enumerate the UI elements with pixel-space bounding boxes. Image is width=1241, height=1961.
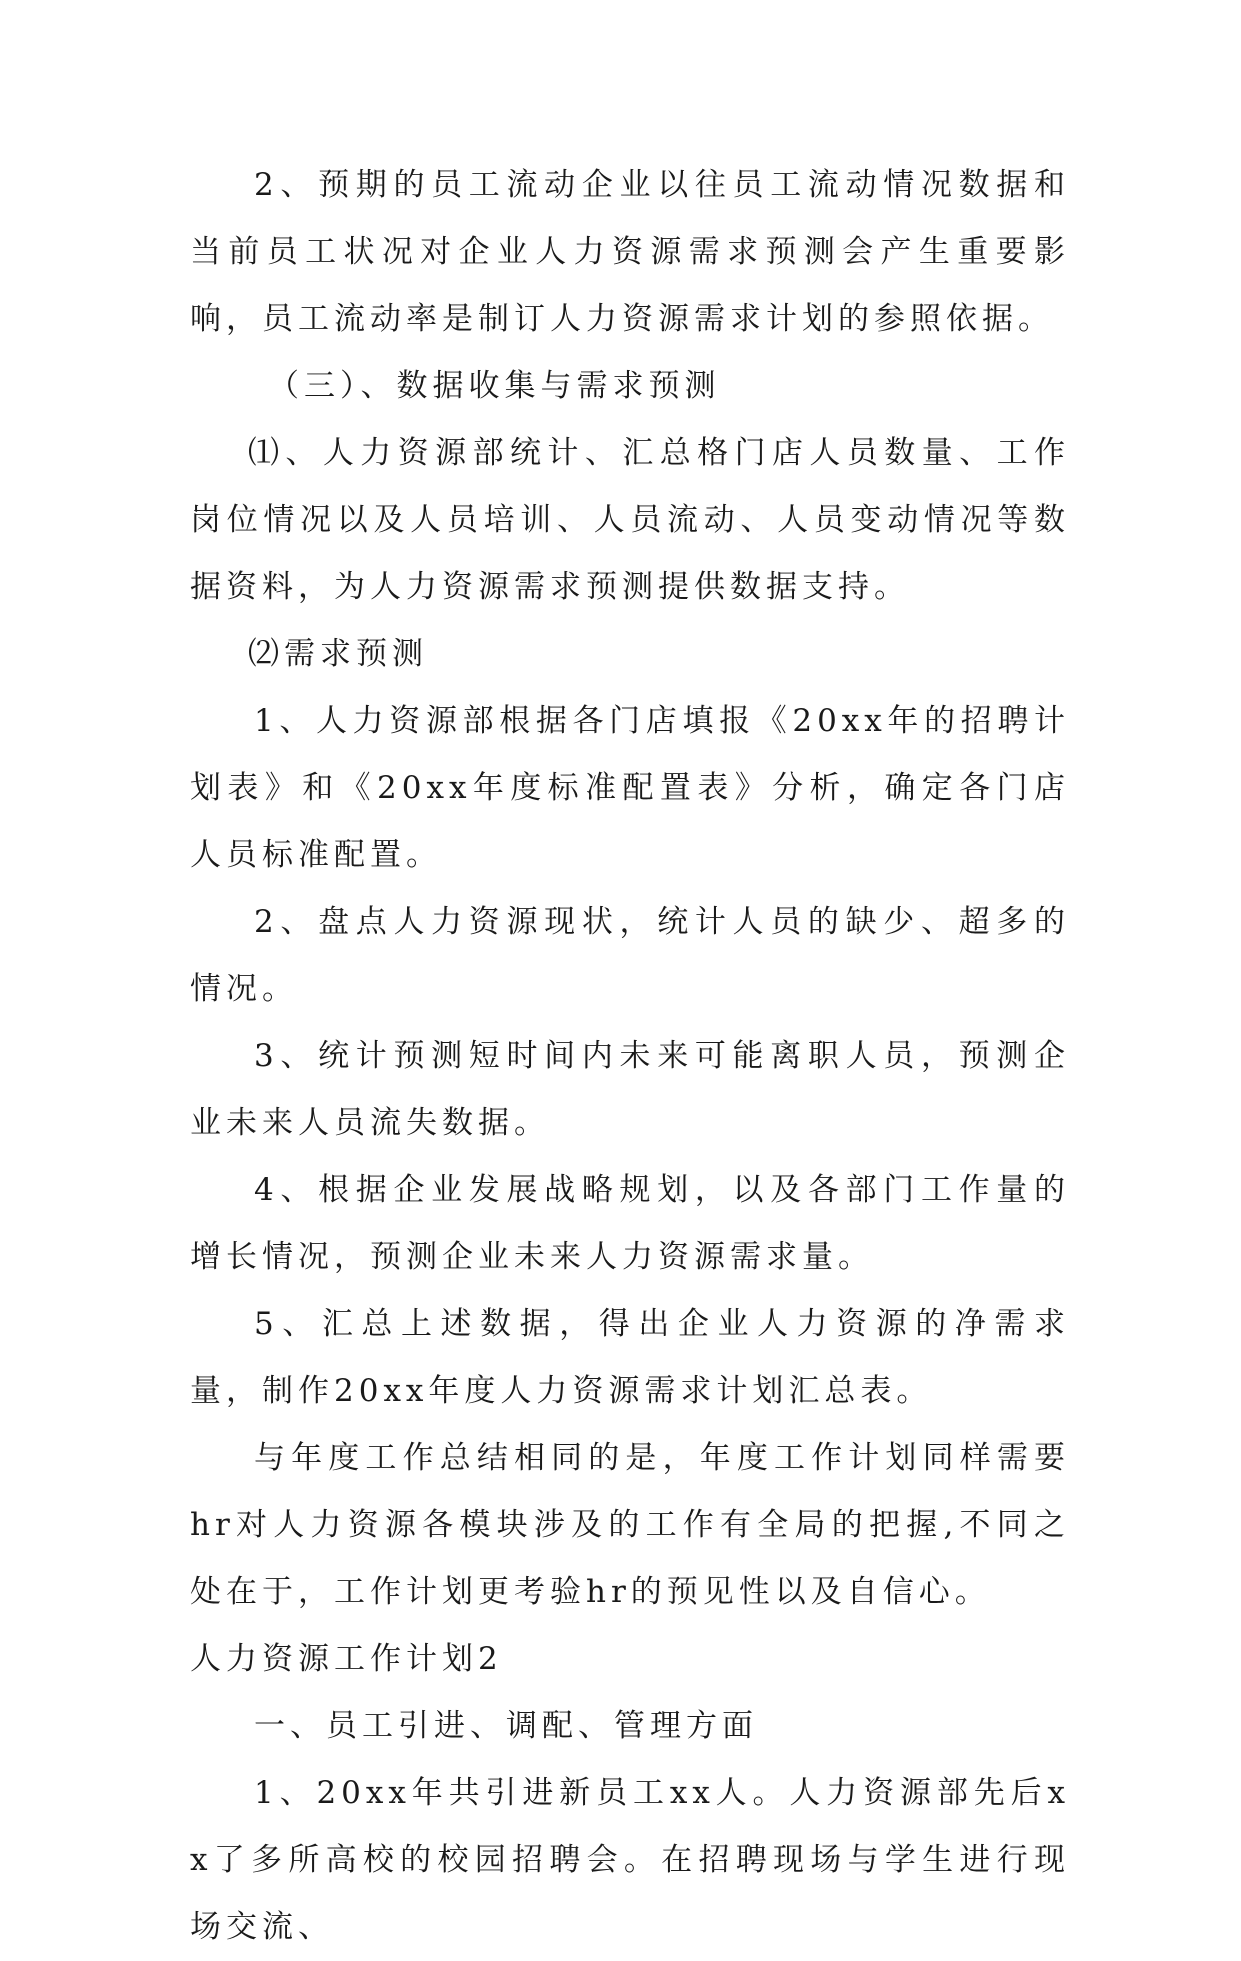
document-title-plan-2: 人力资源工作计划2 [190,1641,503,1677]
paragraph-staff-turnover: 2、预期的员工流动企业以往员工流动情况数据和当前员工状况对企业人力资源需求预测会产生重要影响，员工流动率是制订人力资源需求计划的参照依据。 [190,167,1070,337]
subheading-demand-forecast: ⑵需求预测 [248,636,428,672]
paragraph-item-2: 2、盘点人力资源现状，统计人员的缺少、超多的情况。 [190,904,1070,1007]
section-heading-data-collection: （三）、数据收集与需求预测 [268,368,721,404]
paragraph-item-1: 1、人力资源部根据各门店填报《20xx年的招聘计划表》和《20xx年度标准配置表》分析，确定各门店人员标准配置。 [190,703,1070,873]
paragraph-item-5: 5、汇总上述数据，得出企业人力资源的净需求量，制作20xx年度人力资源需求计划汇总表。 [190,1306,1070,1409]
paragraph-annual-plan-note: 与年度工作总结相同的是，年度工作计划同样需要hr对人力资源各模块涉及的工作有全局的把握,不同之处在于，工作计划更考验hr的预见性以及自信心。 [190,1440,1070,1610]
section-heading-staff-management: 一、员工引进、调配、管理方面 [254,1708,758,1744]
paragraph-recruitment: 1、20xx年共引进新员工xx人。人力资源部先后xx了多所高校的校园招聘会。在招聘现场与学生进行现场交流、 [190,1775,1070,1945]
paragraph-item-4: 4、根据企业发展战略规划，以及各部门工作量的增长情况，预测企业未来人力资源需求量。 [190,1172,1070,1275]
paragraph-statistics: ⑴、人力资源部统计、汇总格门店人员数量、工作岗位情况以及人员培训、人员流动、人员变动情况等数据资料，为人力资源需求预测提供数据支持。 [190,435,1070,605]
paragraph-item-3: 3、统计预测短时间内未来可能离职人员，预测企业未来人员流失数据。 [190,1038,1070,1141]
document-body [190,152,1070,1961]
